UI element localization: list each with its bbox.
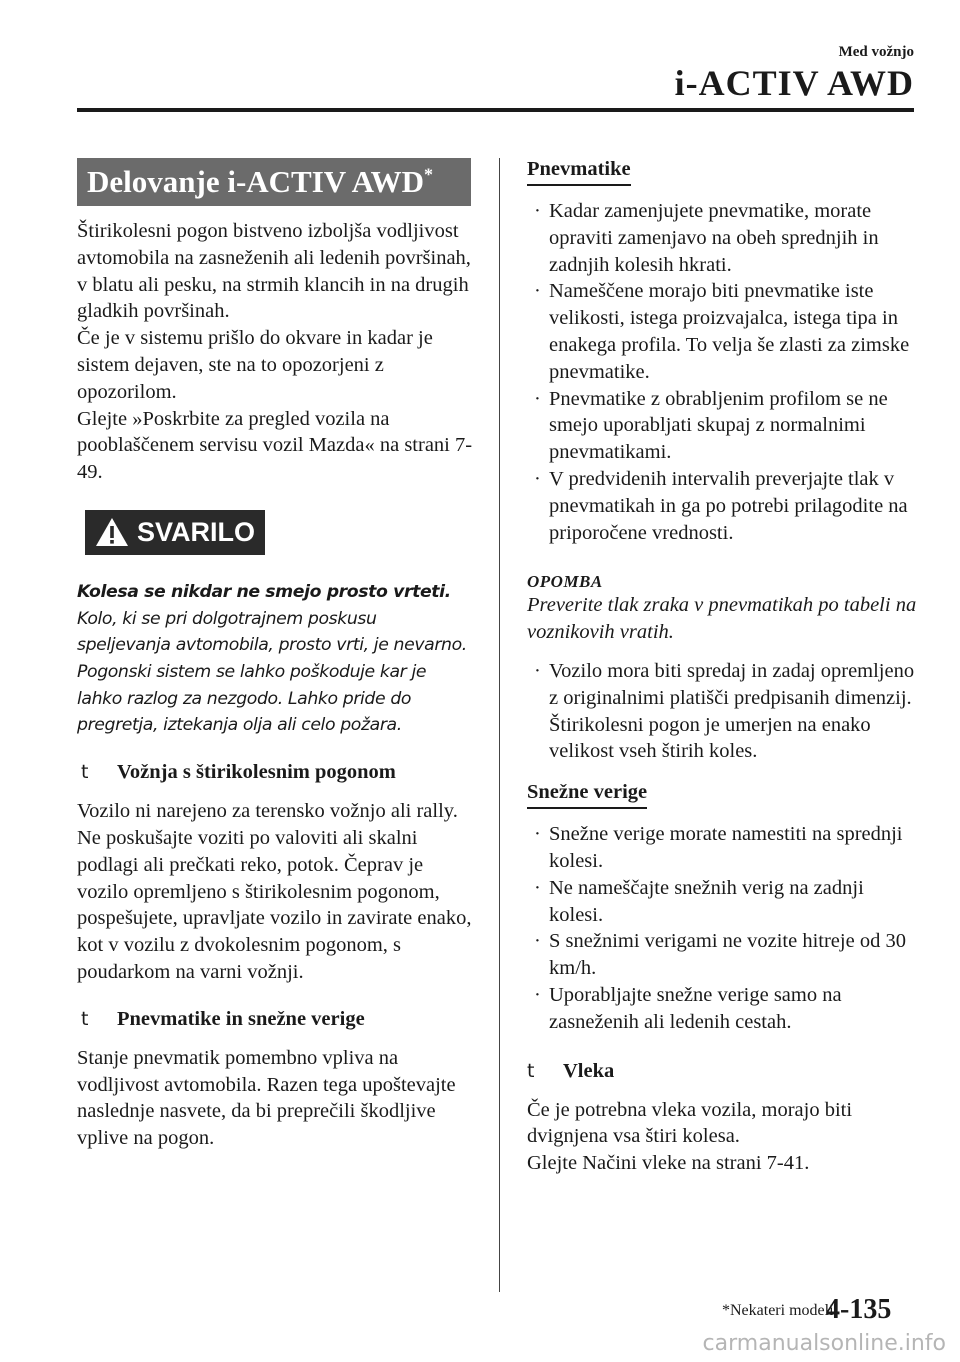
list-item: · Snežne verige morate namestiti na sprednji kolesi. — [534, 823, 903, 872]
subsection-awd-driving-heading — [77, 761, 473, 784]
bullet: · — [534, 467, 541, 490]
list-item: · Vozilo mora biti spredaj in zadaj opremljeno z originalnimi platišči predpisanih dimenzij. Štirikolesni pogon je umerjen na enako velikost vseh štirih koles. — [534, 659, 915, 763]
warning-body — [77, 579, 473, 739]
subsection-marker: t — [81, 1007, 89, 1030]
running-header-title: i-ACTIV AWD — [674, 63, 914, 103]
tires-extra-list — [527, 658, 919, 765]
bullet: · — [534, 876, 541, 899]
subsection-towing-heading — [523, 1060, 919, 1083]
warning-lead: Kolesa se nikdar ne smejo prosto vrteti. — [77, 581, 451, 602]
warning-text: Kolo, ki se pri dolgotrajnem poskusu speljevanja avtomobila, prosto vrti, je nevarno. Pogonski sistem se lahko poškoduje kar je lahko razlog za nezgodo. Lahko pride do pregretja, iztekanja olja ali celo požara. — [77, 608, 467, 736]
list-item: · Nameščene morajo biti pnevmatike iste velikosti, istega proizvajalca, istega tipa in enakega profila. To velja še zlasti za zimske pnevmatike. — [534, 280, 910, 383]
bullet: · — [534, 280, 541, 303]
watermark: carmanualsonline.info — [702, 1331, 946, 1356]
list-item: · V predvidenih intervalih preverjajte tlak v pnevmatikah in ga po potrebi prilagodite na priporočene vrednosti. — [534, 467, 908, 544]
list-item: · Pnevmatike z obrabljenim profilom se ne smejo uporabljati skupaj z normalnimi pnevmatikami. — [534, 387, 888, 464]
page-number: 4-135 — [826, 1294, 892, 1325]
tires-heading: Pnevmatike — [527, 158, 631, 186]
towing-text-2: Glejte Načini vleke na strani 7-41. — [527, 1152, 810, 1175]
note-heading: OPOMBA — [527, 572, 603, 592]
bullet: · — [534, 387, 541, 410]
snow-chains-heading: Snežne verige — [527, 781, 647, 809]
right-column — [527, 158, 919, 1177]
subsection-marker: t — [527, 1059, 535, 1082]
bullet: · — [534, 983, 541, 1006]
list-item: · Ne nameščajte snežnih verig na zadnji kolesi. — [534, 876, 864, 926]
awd-driving-text: Vozilo ni narejeno za terensko vožnjo ali rally. Ne poskušajte voziti po valoviti ali skalni podlagi ali prečkati reko, potok. Čeprav je vozilo opremljeno s štirikolesnim pogonom, pospešujete, upravljate vozilo in zavirate enako, kot v vozilu z dvokolesnim pogonom, s poudarkom na varni vožnji. — [77, 800, 472, 983]
intro-paragraph-1: Štirikolesni pogon bistveno izboljša vodljivost avtomobila na zasneženih ali ledenih površinah, v blatu ali pesku, na strmih klancih in na drugih gladkih površinah. — [77, 220, 471, 323]
left-column — [77, 158, 473, 1152]
list-item: · Uporabljajte snežne verige samo na zasneženih ali ledenih cestah. — [534, 983, 842, 1033]
footnote: *Nekateri modeli. — [722, 1302, 838, 1319]
intro-paragraph-3: Glejte »Poskrbite za pregled vozila na pooblaščenem servisu vozil Mazda« na strani 7-49. — [77, 407, 473, 484]
subsection-title: Vožnja s štirikolesnim pogonom — [117, 761, 396, 784]
bullet: · — [534, 930, 541, 953]
running-header-chapter: Med vožnjo — [838, 44, 914, 60]
section-title-footnote-mark: * — [424, 164, 433, 185]
column-divider — [499, 158, 500, 1292]
note-text: Preverite tlak zraka v pnevmatikah po tabeli na voznikovih vratih. — [527, 594, 917, 644]
bullet: · — [534, 659, 541, 682]
warning-triangle-icon — [95, 517, 129, 547]
subsection-marker: t — [81, 761, 89, 784]
warning-badge — [85, 510, 265, 555]
section-title-text: Delovanje i-ACTIV AWD — [87, 164, 424, 199]
tires-list — [527, 198, 919, 546]
snow-chains-list — [527, 821, 919, 1035]
subsection-title: Pnevmatike in snežne verige — [117, 1007, 365, 1030]
list-item: · S snežnimi verigami ne vozite hitreje od 30 km/h. — [534, 930, 906, 980]
intro-paragraph-2: Če je v sistemu prišlo do okvare in kadar je sistem dejaven, ste na to opozorjeni z opozorilom. — [77, 327, 433, 403]
list-item: · Kadar zamenjujete pnevmatike, morate opraviti zamenjavo na obeh sprednjih in zadnjih kolesih hkrati. — [534, 200, 879, 276]
subsection-tires-chains-heading — [77, 1008, 473, 1031]
bullet: · — [534, 200, 541, 222]
towing-text-1: Če je potrebna vleka vozila, morajo biti dvignjena vsa štiri kolesa. — [527, 1098, 853, 1148]
tires-chains-text: Stanje pnevmatik pomembno vpliva na vodljivost avtomobila. Razen tega upoštevajte naslednje nasvete, da bi preprečili škodljive vplive na pogon. — [77, 1046, 456, 1150]
header-rule — [77, 108, 914, 112]
section-title — [77, 158, 471, 206]
subsection-title: Vleka — [563, 1059, 615, 1082]
bullet: · — [534, 823, 541, 846]
warning-label: SVARILO — [137, 516, 256, 547]
